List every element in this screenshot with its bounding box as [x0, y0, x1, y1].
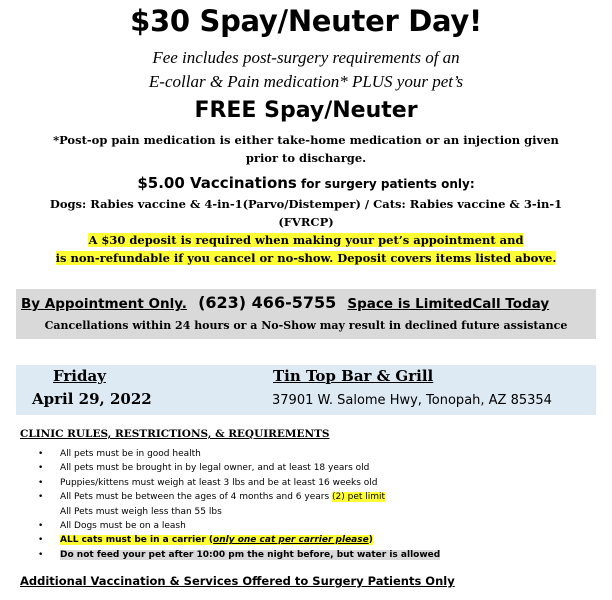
pet-limit-highlight: (2) pet limit	[332, 492, 386, 503]
rule-text: ALL cats must be in a carrier (	[60, 535, 214, 546]
bullet-icon: •	[38, 463, 44, 474]
rule-text: Do not feed your pet after 10:00 pm the night before, but water is allowed	[60, 549, 441, 560]
event-address: 37901 W. Salome Hwy, Tonopah, AZ 85354	[272, 393, 552, 408]
list-item	[38, 548, 440, 562]
vaccinations-suffix: for surgery patients only:	[296, 177, 475, 191]
list-item	[38, 533, 440, 547]
rule-text: All Dogs must be on a leash	[60, 520, 186, 531]
deposit-line-2	[0, 251, 612, 265]
vaccine-details: Dogs: Rabies vaccine & 4-in-1(Parvo/Distemper) / Cats: Rabies vaccine & 3-in-1	[49, 197, 563, 211]
rule-text: All Pets must be between the ages of 4 months and 6 years	[60, 492, 333, 503]
cancellation-notice: Cancellations within 24 hours or a No-Show may result in declined future assistance	[44, 319, 568, 332]
event-venue: Tin Top Bar & Grill	[273, 367, 434, 385]
list-item	[38, 476, 440, 490]
free-spay-neuter-heading: FREE Spay/Neuter	[194, 98, 418, 123]
rules-list	[38, 447, 440, 562]
postop-note-line-2: prior to discharge.	[245, 151, 367, 165]
fee-line-1: Fee includes post-surgery requirements of an	[152, 48, 460, 67]
rule-text: )	[368, 535, 373, 546]
by-appointment-label: By Appointment Only.	[21, 296, 187, 312]
rule-text: Puppies/kittens must weigh at least 3 lbs and be at least 16 weeks old	[60, 477, 378, 488]
deposit-text-1: A $30 deposit is required when making your pet’s appointment and	[88, 233, 524, 247]
event-date: April 29, 2022	[32, 390, 152, 408]
list-item	[38, 519, 440, 533]
bullet-icon: •	[38, 520, 44, 531]
vaccinations-price: $5.00 Vaccinations	[137, 174, 297, 192]
rules-heading: CLINIC RULES, RESTRICTIONS, & REQUIREMENTS	[20, 428, 330, 440]
cat-carrier-rule	[60, 535, 373, 545]
vaccine-fvrcp: (FVRCP)	[278, 215, 334, 229]
list-item	[38, 447, 440, 461]
vaccinations-line	[0, 174, 612, 192]
appointment-box	[16, 289, 596, 339]
bullet-icon: •	[38, 549, 44, 560]
deposit-line-1	[0, 233, 612, 247]
bullet-icon: •	[38, 477, 44, 488]
rule-emphasis: only one cat per carrier please	[213, 535, 369, 546]
list-item	[38, 461, 440, 475]
space-limited-label: Space is Limited	[347, 296, 473, 312]
fee-line-2: E-collar & Pain medication* PLUS your pet’s	[148, 72, 464, 91]
deposit-text-2: is non-refundable if you cancel or no-show. Deposit covers items listed above.	[55, 251, 557, 265]
bullet-icon: •	[38, 492, 44, 503]
list-item	[38, 490, 440, 504]
bullet-icon: •	[38, 449, 44, 459]
page-title: $30 Spay/Neuter Day!	[130, 4, 482, 38]
rule-text: All pets must be in good health	[60, 449, 201, 459]
rule-text: All Pets must weigh less than 55 lbs	[60, 506, 222, 517]
rule-text: All pets must be brought in by legal owner, and at least 18 years old	[60, 463, 370, 474]
additional-services-heading: Additional Vaccination & Services Offered to Surgery Patients Only	[20, 574, 455, 588]
event-box	[16, 365, 596, 415]
call-today-label: Call Today	[472, 296, 550, 312]
phone-number[interactable]: (623) 466-5755	[198, 293, 337, 312]
list-item	[38, 505, 440, 519]
postop-note-line-1: *Post-op pain medication is either take-home medication or an injection given	[53, 133, 559, 147]
bullet-icon: •	[38, 535, 44, 546]
event-day: Friday	[53, 367, 106, 385]
appointment-line	[21, 293, 549, 312]
